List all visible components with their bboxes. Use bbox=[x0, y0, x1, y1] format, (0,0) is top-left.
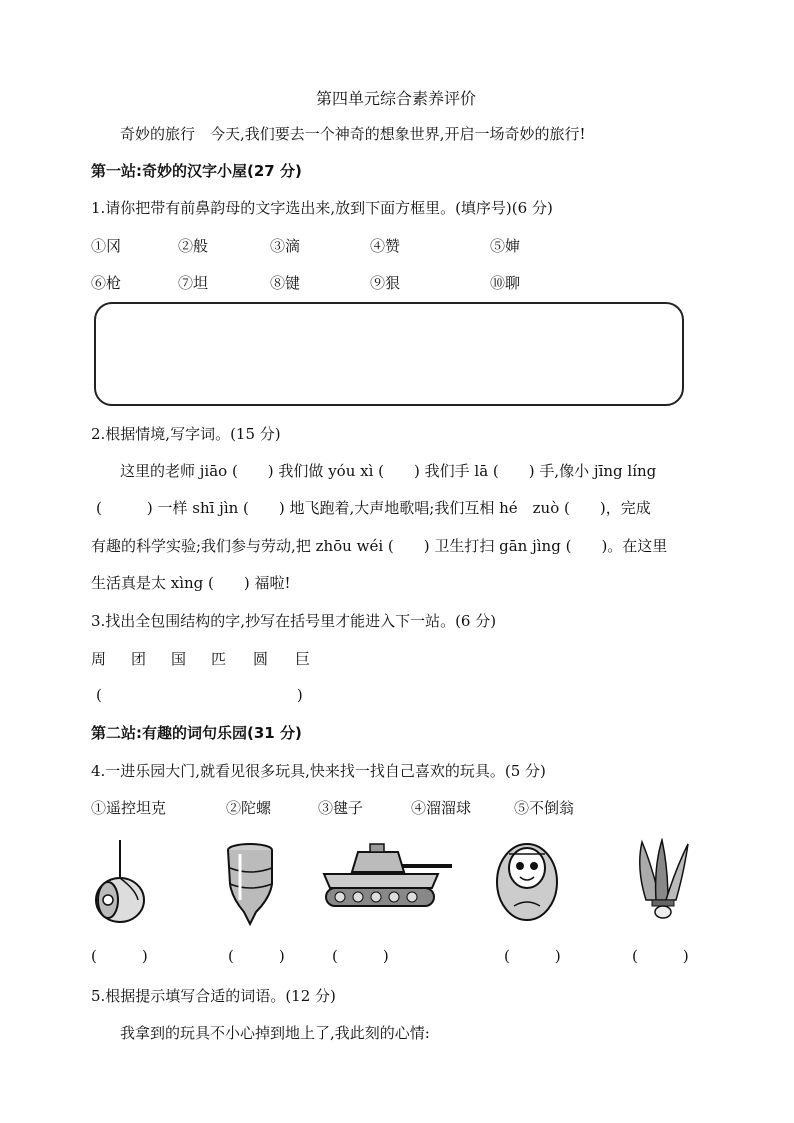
tank-icon bbox=[318, 840, 458, 912]
q2-prompt: 2.根据情境,写字词。(15 分) bbox=[91, 425, 281, 443]
q1-option: ⑦坦 bbox=[178, 274, 209, 292]
q4-answer-bracket[interactable]: ( ) bbox=[332, 947, 389, 965]
q4-option: ③毽子 bbox=[318, 799, 364, 817]
yoyo-icon bbox=[90, 838, 150, 928]
q1-option: ⑥枪 bbox=[91, 274, 122, 292]
q1-option: ⑤婶 bbox=[490, 237, 521, 255]
q1-option: ①冈 bbox=[91, 237, 122, 255]
q4-option: ①遥控坦克 bbox=[91, 799, 167, 817]
q4-answer-bracket[interactable]: ( ) bbox=[632, 947, 689, 965]
q2-line: 有趣的科学实验;我们参与劳动,把 zhōu wéi ( ) 卫生打扫 gān jìng ( )。在这里 bbox=[91, 537, 668, 555]
q3-char: 周 bbox=[91, 650, 107, 668]
station-2-heading: 第二站:有趣的词句乐园(31 分) bbox=[91, 724, 302, 742]
station-1-heading: 第一站:奇妙的汉字小屋(27 分) bbox=[91, 162, 302, 180]
q4-option: ②陀螺 bbox=[226, 799, 272, 817]
q4-option: ⑤不倒翁 bbox=[514, 799, 575, 817]
q1-option: ②般 bbox=[178, 237, 209, 255]
shuttlecock-icon bbox=[632, 838, 694, 922]
q4-answer-bracket[interactable]: ( ) bbox=[228, 947, 285, 965]
q2-line: 这里的老师 jiāo ( ) 我们做 yóu xì ( ) 我们手 lā ( ) 手,像小 jīng líng bbox=[120, 462, 657, 480]
q5-prompt: 5.根据提示填写合适的词语。(12 分) bbox=[91, 987, 336, 1005]
q1-option: ⑩聊 bbox=[490, 274, 521, 292]
q3-answer-bracket[interactable]: ( ) bbox=[96, 686, 303, 704]
q4-prompt: 4.一进乐园大门,就看见很多玩具,快来找一找自己喜欢的玩具。(5 分) bbox=[91, 762, 546, 780]
page-title: 第四单元综合素养评价 bbox=[316, 89, 477, 108]
q2-line: 生活真是太 xìng ( ) 福啦! bbox=[91, 574, 291, 592]
q3-char: 圆 bbox=[253, 650, 269, 668]
q4-option: ④溜溜球 bbox=[411, 799, 472, 817]
q2-line: ( ) 一样 shī jìn ( ) 地飞跑着,大声地歌唱;我们互相 hé zuò ( )，完成 bbox=[96, 499, 651, 517]
q3-prompt: 3.找出全包围结构的字,抄写在括号里才能进入下一站。(6 分) bbox=[91, 612, 497, 630]
q5-line: 我拿到的玩具不小心掉到地上了,我此刻的心情: bbox=[120, 1024, 430, 1042]
q4-answer-bracket[interactable]: ( ) bbox=[504, 947, 561, 965]
q1-option: ④赞 bbox=[370, 237, 401, 255]
q1-option: ③滴 bbox=[270, 237, 301, 255]
q1-prompt: 1.请你把带有前鼻韵母的文字选出来,放到下面方框里。(填序号)(6 分) bbox=[91, 199, 553, 217]
spinning-top-icon bbox=[214, 840, 284, 928]
q1-option: ⑧键 bbox=[270, 274, 301, 292]
q1-option: ⑨狠 bbox=[370, 274, 401, 292]
q3-char: 国 bbox=[171, 650, 187, 668]
q1-answer-box[interactable] bbox=[94, 302, 684, 406]
tumbler-doll-icon bbox=[494, 836, 560, 922]
intro-text: 奇妙的旅行 今天,我们要去一个神奇的想象世界,开启一场奇妙的旅行! bbox=[120, 125, 586, 143]
q4-answer-bracket[interactable]: ( ) bbox=[91, 947, 148, 965]
q3-char: 团 bbox=[131, 650, 147, 668]
q3-char: 匹 bbox=[211, 650, 227, 668]
q3-char: 巨 bbox=[295, 650, 311, 668]
